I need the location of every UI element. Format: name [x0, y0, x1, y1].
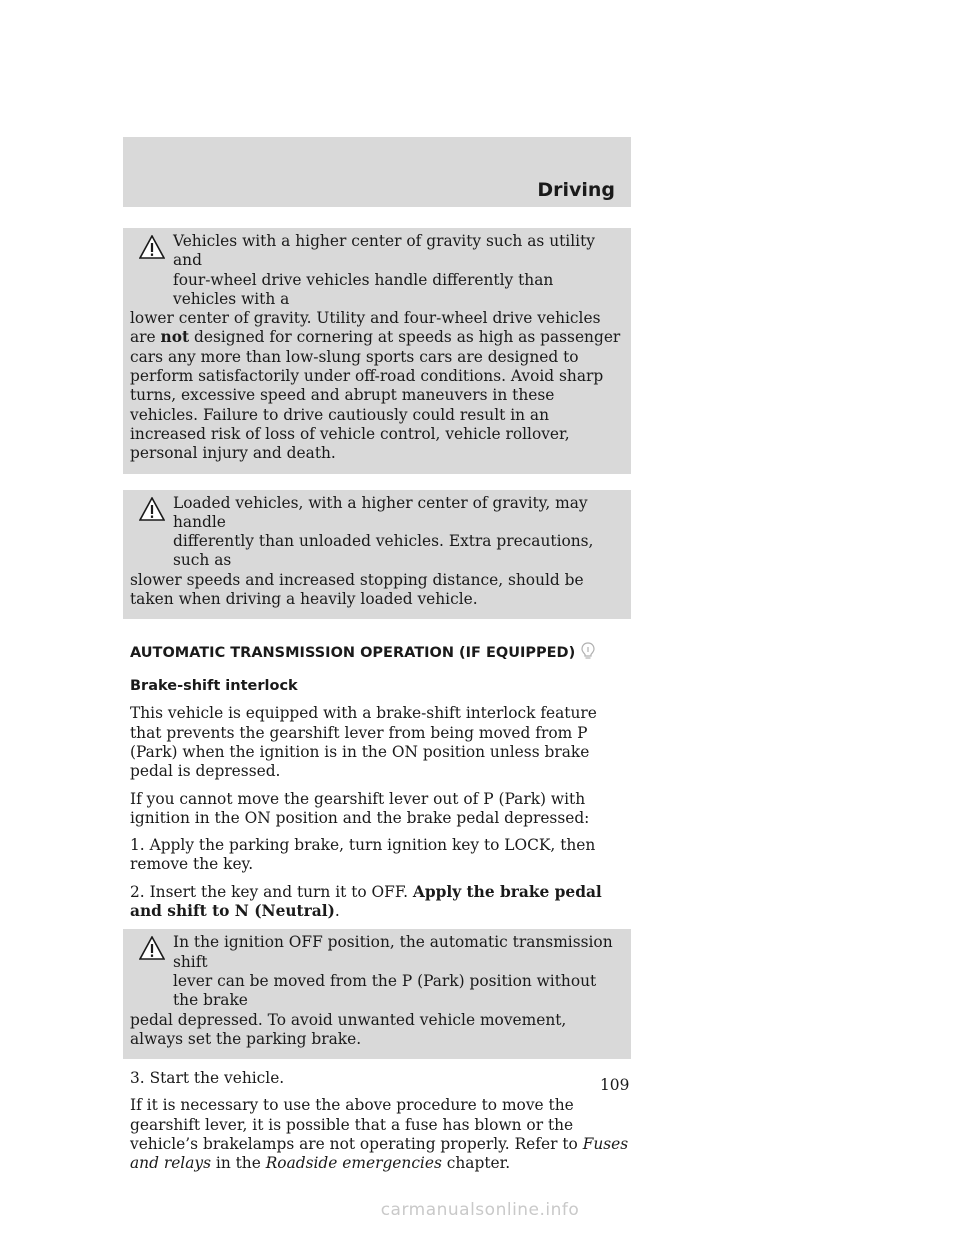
paragraph: This vehicle is equipped with a brake-shift interlock feature that prevents the gearshift lever from being moved from P (Park) when the ignition is in the ON position unless brake pedal is depressed. — [130, 704, 597, 781]
warning-text-line: Vehicles with a higher center of gravity such as utility and — [173, 232, 595, 270]
warning-text-line: In the ignition OFF position, the automatic transmission shift — [173, 933, 613, 971]
warning-text: lower center of gravity. Utility and four-wheel drive vehicles are — [130, 309, 601, 347]
section-heading-text: AUTOMATIC TRANSMISSION OPERATION (IF EQUIPPED) — [130, 645, 576, 662]
watermark: carmanualsonline.info — [380, 1200, 580, 1220]
step-2-text: 2. Insert the key and turn it to OFF. — [130, 882, 413, 901]
paragraph: If you cannot move the gearshift lever out of P (Park) with ignition in the ON position and the brake pedal depressed: — [130, 789, 590, 827]
warning-box-ignition-off — [123, 929, 631, 1059]
warning-text: slower speeds and increased stopping distance, should be taken when driving a heavily loaded vehicle. — [130, 570, 584, 609]
warning-emphasis: not — [160, 328, 190, 347]
warning-box-rollover — [123, 228, 631, 474]
warning-triangle-icon — [139, 936, 165, 960]
warning-text-line: four-wheel drive vehicles handle differently than vehicles with a — [173, 270, 554, 308]
section-heading — [130, 641, 630, 663]
warning-triangle-icon — [139, 235, 165, 259]
warning-text-line: differently than unloaded vehicles. Extra precautions, such as — [173, 532, 594, 570]
step-2-end: . — [334, 902, 340, 921]
subsection-heading: Brake-shift interlock — [130, 678, 298, 695]
step-3: 3. Start the vehicle. — [130, 1069, 285, 1088]
cross-reference: Fuses and relays — [130, 1134, 629, 1173]
warning-text-line: Loaded vehicles, with a higher center of gravity, may handle — [173, 493, 588, 531]
page-content — [130, 228, 630, 1174]
step-2-emphasis: Apply the brake pedal and shift to N (Neutral) — [130, 882, 602, 921]
warning-text: pedal depressed. To avoid unwanted vehicle movement, always set the parking brake. — [130, 1010, 567, 1048]
paragraph-text: chapter. — [441, 1154, 511, 1173]
warning-text: designed for cornering at speeds as high as passenger cars any more than low-slung sports cars are designed to perform satisfactorily under off-road conditions. Avoid sharp turns, excessive speed and abrupt maneuvers in these vehicles. Failure to drive cautiously could result in an increased risk of loss of vehicle control, vehicle rollover, personal injury and death. — [130, 328, 621, 463]
chapter-title: Driving — [537, 179, 615, 201]
chapter-header — [123, 137, 631, 207]
info-bulb-icon — [578, 641, 598, 661]
paragraph — [130, 1096, 630, 1173]
warning-triangle-icon — [139, 497, 165, 521]
page-number: 109 — [600, 1076, 630, 1094]
step-1: 1. Apply the parking brake, turn ignition key to LOCK, then remove the key. — [130, 836, 596, 874]
warning-box-loaded — [123, 490, 631, 620]
warning-text-line: lever can be moved from the P (Park) position without the brake — [173, 971, 597, 1010]
step-2 — [130, 883, 630, 922]
cross-reference: Roadside emergencies — [265, 1154, 442, 1173]
paragraph-text: If it is necessary to use the above procedure to move the gearshift lever, it is possible that a fuse has blown or the vehicle’s brakelamps are not operating properly. Refer to — [130, 1096, 583, 1153]
paragraph-text: in the — [211, 1154, 266, 1173]
